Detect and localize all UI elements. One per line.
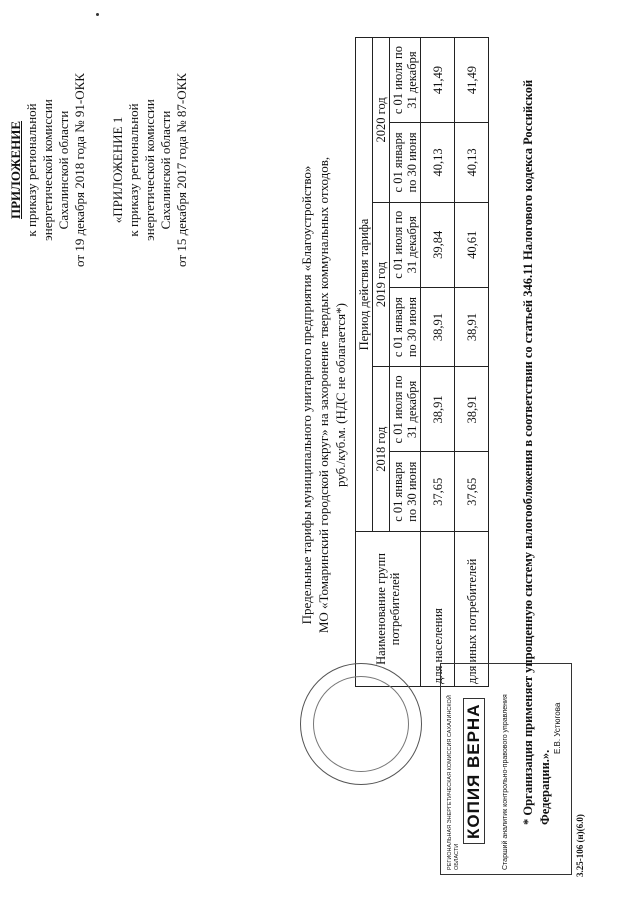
half-header: с 01 января по 30 июня <box>390 287 421 367</box>
stamp-position: Старший аналитик контрольно-правового управления <box>502 694 509 870</box>
tariff-cell: 39,84 <box>421 202 455 287</box>
appendix-title: ПРИЛОЖЕНИЕ <box>8 120 23 220</box>
tariff-cell: 37,65 <box>421 452 455 532</box>
appendix-line: к приказу региональной <box>24 103 39 237</box>
tariff-cell: 41,49 <box>421 38 455 123</box>
caption-line: руб./куб.м. (НДС не облагается*) <box>333 303 348 488</box>
half-header: с 01 июля по 31 декабря <box>390 38 421 123</box>
caption-line: МО «Томаринский городской округ» на захоронение твердых коммунальных отходов, <box>316 156 331 634</box>
table-row <box>421 38 455 687</box>
half-header: с 01 января по 30 июня <box>390 123 421 203</box>
tariff-cell: 38,91 <box>421 367 455 452</box>
copy-stamp <box>440 663 572 875</box>
caption-line: Предельные тарифы муниципального унитарного предприятия «Благоустройство» <box>299 165 314 625</box>
tariff-table <box>355 37 489 687</box>
tariff-cell: 38,91 <box>455 367 489 452</box>
row-name: для иных потребителей <box>455 532 489 687</box>
appendix1-header <box>110 35 190 305</box>
table-caption <box>298 115 349 675</box>
half-header: с 01 июля по 31 декабря <box>390 202 421 287</box>
half-header: с 01 июля по 31 декабря <box>390 367 421 452</box>
stamp-org: РЕГИОНАЛЬНАЯ ЭНЕРГЕТИЧЕСКАЯ КОМИССИЯ САХАЛИНСКОЙ ОБЛАСТИ <box>447 695 460 870</box>
year-header: 2019 год <box>373 202 390 367</box>
year-header: 2020 год <box>373 38 390 203</box>
appendix-line: от 19 декабря 2018 года № 91-ОКК <box>72 73 87 267</box>
stamp-copy: КОПИЯ ВЕРНА <box>463 699 485 845</box>
half-header: с 01 января по 30 июня <box>390 452 421 532</box>
period-header: Период действия тарифа <box>356 38 373 532</box>
footnote: * Организация применяет упрощенную систему налогообложения в соответствии со статьей 346.11 Налогового кодекса Российской Федерации.». <box>521 79 552 825</box>
appendix1-line: от 15 декабря 2017 года № 87-ОКК <box>174 73 189 267</box>
seal-ring <box>313 676 409 772</box>
tariff-cell: 40,61 <box>455 202 489 287</box>
tariff-cell: 37,65 <box>455 452 489 532</box>
tariff-cell: 40,13 <box>421 123 455 203</box>
appendix1-title: «ПРИЛОЖЕНИЕ 1 <box>110 116 125 224</box>
stamp-signer: Е.В. Устюгова <box>553 702 562 754</box>
row-name: для населения <box>421 532 455 687</box>
appendix1-line: энергетической комиссии <box>142 99 157 241</box>
tariff-cell: 38,91 <box>455 287 489 367</box>
name-header: Наименование групп потребителей <box>356 532 421 687</box>
document-code: 3.25-106 (н)(6.0) <box>575 814 585 877</box>
table-row <box>455 38 489 687</box>
round-seal <box>300 663 422 785</box>
tariff-cell: 41,49 <box>455 38 489 123</box>
speck <box>96 13 99 16</box>
appendix1-line: к приказу региональной <box>126 103 141 237</box>
appendix-line: энергетической комиссии <box>40 99 55 241</box>
appendix-line: Сахалинской области <box>56 110 71 230</box>
tariff-cell: 40,13 <box>455 123 489 203</box>
year-header: 2018 год <box>373 367 390 532</box>
appendix-header <box>8 35 88 305</box>
tariff-cell: 38,91 <box>421 287 455 367</box>
appendix1-line: Сахалинской области <box>158 110 173 230</box>
